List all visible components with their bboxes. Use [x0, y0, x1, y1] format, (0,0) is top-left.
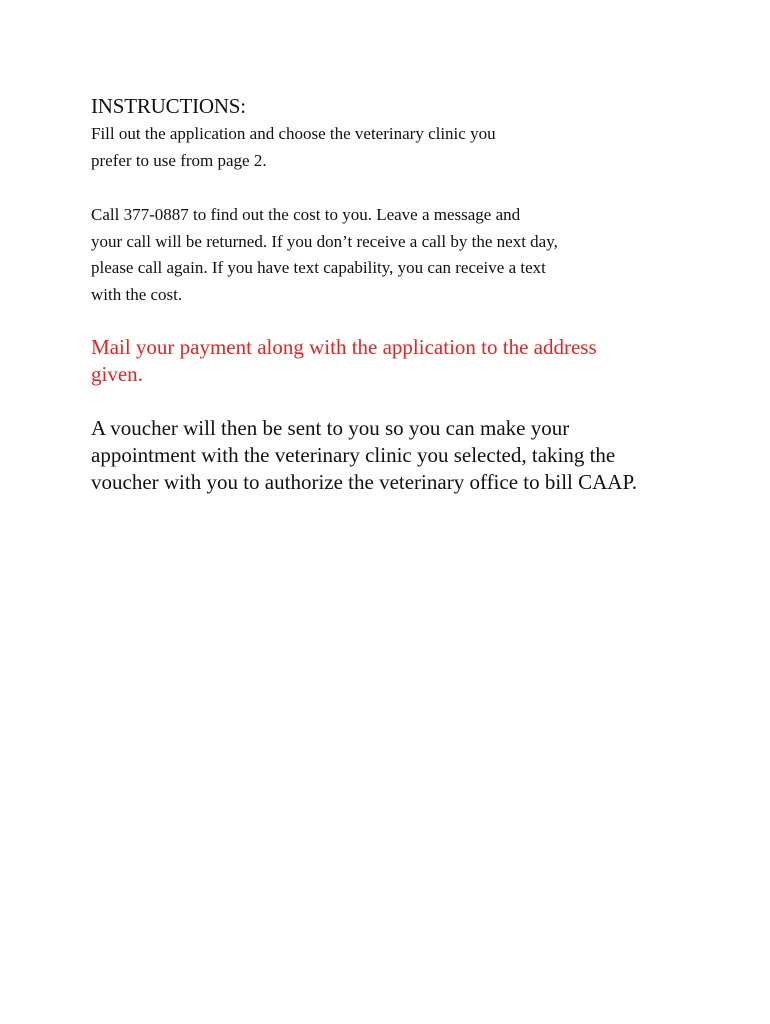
paragraph-line: voucher with you to authorize the veterinary office to bill CAAP. [91, 470, 638, 494]
paragraph-call-for-cost [91, 202, 558, 308]
instructions-heading: INSTRUCTIONS: [91, 94, 246, 118]
paragraph-fill-out-application [91, 121, 496, 174]
paragraph-line: with the cost. [91, 284, 183, 304]
paragraph-line: Fill out the application and choose the veterinary clinic you [91, 124, 496, 143]
paragraph-voucher-info [91, 415, 637, 496]
paragraph-line: Mail your payment along with the application to the address [91, 335, 597, 359]
paragraph-mail-payment [91, 334, 597, 388]
paragraph-line: appointment with the veterinary clinic you selected, taking the [91, 443, 616, 467]
paragraph-line: your call will be returned. If you don’t receive a call by the next day, [91, 231, 558, 251]
paragraph-line: A voucher will then be sent to you so you can make your [91, 416, 570, 440]
paragraph-line: prefer to use from page 2. [91, 150, 267, 170]
paragraph-line: Call 377-0887 to find out the cost to you. Leave a message and [91, 205, 521, 224]
paragraph-line: please call again. If you have text capability, you can receive a text [91, 258, 546, 277]
paragraph-line: given. [91, 362, 143, 386]
